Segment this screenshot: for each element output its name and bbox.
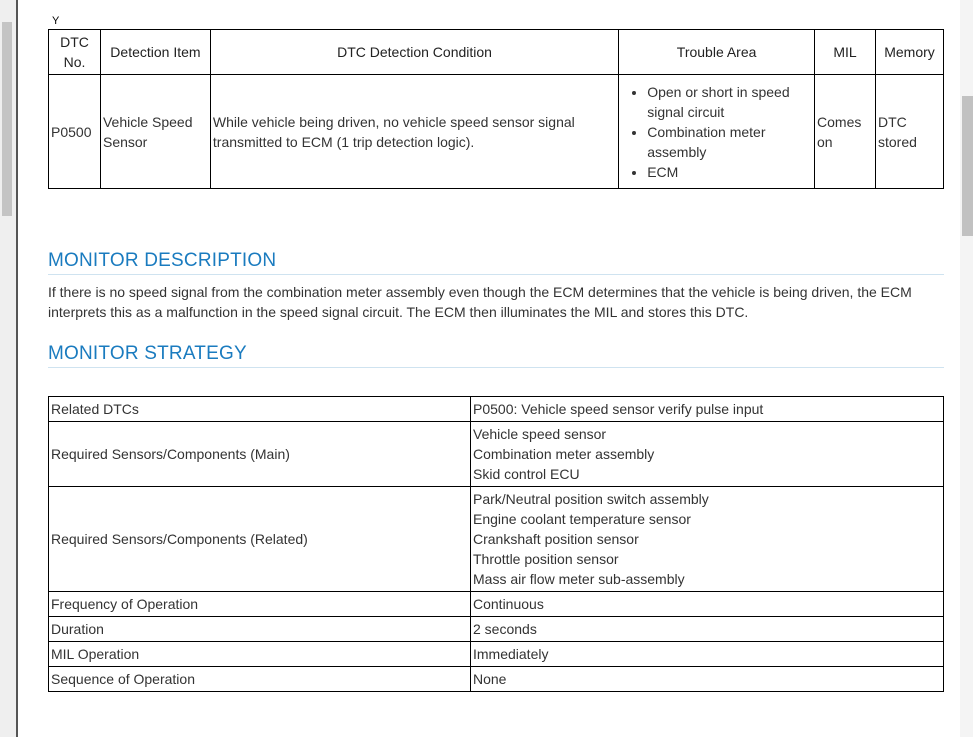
header-memory: Memory <box>875 30 943 75</box>
strategy-value-line: 2 seconds <box>473 621 537 637</box>
monitor-description-text: If there is no speed signal from the combination meter assembly even though the ECM determines that the vehicle is being driven, the ECM interprets this as a malfunction in the speed signal circuit. The ECM then illuminates the MIL and stores this DTC. <box>48 284 912 320</box>
strategy-value-line: Skid control ECU <box>473 466 580 482</box>
strategy-value <box>471 397 944 422</box>
cell-dtc-no: P0500 <box>49 75 101 189</box>
cell-detection-item: Vehicle Speed Sensor <box>100 75 210 189</box>
left-scrollbar-thumb[interactable] <box>2 22 12 216</box>
strategy-value-line: Crankshaft position sensor <box>473 531 639 547</box>
left-scrollbar[interactable] <box>0 0 18 737</box>
table-row <box>49 422 944 487</box>
strategy-value-line: P0500: Vehicle speed sensor verify pulse input <box>473 401 764 417</box>
list-item: • Open or short in speed signal circuit <box>647 82 812 122</box>
right-scrollbar-thumb[interactable] <box>962 96 973 236</box>
strategy-value-line: Immediately <box>473 646 549 662</box>
strategy-value-line: Vehicle speed sensor <box>473 426 607 442</box>
header-mil: MIL <box>815 30 876 75</box>
strategy-value <box>471 487 944 592</box>
header-dtc-no: DTC No. <box>49 30 101 75</box>
strategy-value-line: Continuous <box>473 596 544 612</box>
cell-memory: DTC stored <box>875 75 943 189</box>
cell-trouble-area <box>619 75 815 189</box>
strategy-value <box>471 422 944 487</box>
strategy-value <box>471 667 944 692</box>
strategy-value <box>471 642 944 667</box>
strategy-value-line: Engine coolant temperature sensor <box>473 511 691 527</box>
cell-detection-condition: While vehicle being driven, no vehicle speed sensor signal transmitted to ECM (1 trip detection logic). <box>210 75 618 189</box>
table-row <box>49 592 944 617</box>
header-detection-condition: DTC Detection Condition <box>210 30 618 75</box>
monitor-strategy-heading: MONITOR STRATEGY <box>48 343 944 368</box>
table-row <box>49 667 944 692</box>
strategy-value-line: None <box>473 671 507 687</box>
trouble-area-list <box>621 82 812 182</box>
strategy-key: Duration <box>49 617 471 642</box>
dtc-table <box>48 29 944 189</box>
cell-mil: Comes on <box>815 75 876 189</box>
right-scrollbar[interactable] <box>960 0 973 737</box>
strategy-value-line: Throttle position sensor <box>473 551 619 567</box>
header-trouble-area: Trouble Area <box>619 30 815 75</box>
table-row <box>49 487 944 592</box>
list-item: • ECM <box>647 162 812 182</box>
monitor-strategy-table <box>48 396 944 692</box>
strategy-key: Required Sensors/Components (Related) <box>49 487 471 592</box>
strategy-key: Required Sensors/Components (Main) <box>49 422 471 487</box>
header-detection-item: Detection Item <box>100 30 210 75</box>
table-row <box>49 642 944 667</box>
monitor-description-heading: MONITOR DESCRIPTION <box>48 250 944 275</box>
strategy-key: Frequency of Operation <box>49 592 471 617</box>
dtc-table-header-row <box>49 30 944 75</box>
strategy-value-line: Mass air flow meter sub-assembly <box>473 571 685 587</box>
strategy-key: Related DTCs <box>49 397 471 422</box>
strategy-key: MIL Operation <box>49 642 471 667</box>
strategy-value <box>471 592 944 617</box>
table-row <box>49 617 944 642</box>
header-fragment: Y <box>52 15 60 27</box>
table-row <box>49 75 944 189</box>
table-row <box>49 397 944 422</box>
list-item: • Combination meter assembly <box>647 122 812 162</box>
strategy-key: Sequence of Operation <box>49 667 471 692</box>
strategy-value-line: Park/Neutral position switch assembly <box>473 491 709 507</box>
strategy-value <box>471 617 944 642</box>
strategy-value-line: Combination meter assembly <box>473 446 655 462</box>
